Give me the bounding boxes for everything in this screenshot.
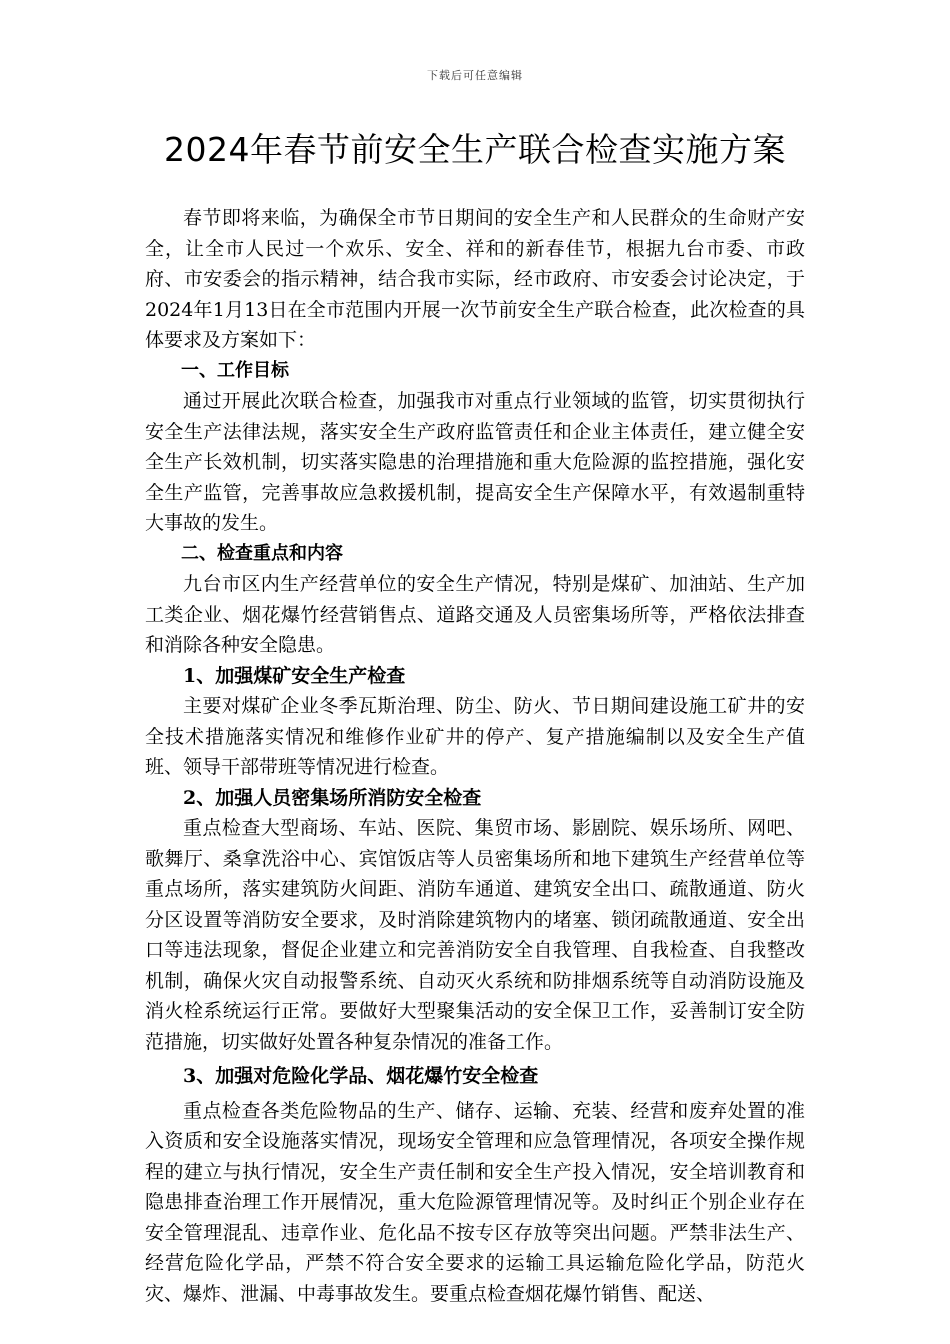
subsection-heading-coal-mine: 1、加强煤矿安全生产检查 <box>183 664 406 687</box>
subsection-heading-hazardous-chemicals: 3、加强对危险化学品、烟花爆竹安全检查 <box>183 1065 539 1087</box>
section-paragraph-work-goals: 通过开展此次联合检查，加强我市对重点行业领域的监管，切实贯彻执行安全生产法律法规，落实安全生产政府监管责任和企业主体责任，建立健全安全生产长效机制，切实落实隐患的治理措施和重大危险源的监控措施，强化安全生产监管，完善事故应急救援机制，提高安全生产保障水平，有效遏制重特大事故的发生。 <box>145 390 805 534</box>
section-heading-work-goals: 一、工作目标 <box>181 359 289 381</box>
subsection-paragraph-coal-mine: 主要对煤矿企业冬季瓦斯治理、防尘、防火、节日期间建设施工矿井的安全技术措施落实情况和维修作业矿井的停产、复产措施编制以及安全生产值班、领导干部带班等情况进行检查。 <box>145 695 805 778</box>
subsection-paragraph-hazardous-chemicals: 重点检查各类危险物品的生产、储存、运输、充装、经营和废弃处置的准入资质和安全设施落实情况，现场安全管理和应急管理情况，各项安全操作规程的建立与执行情况，安全生产责任制和安全生产投入情况，安全培训教育和隐患排查治理工作开展情况，重大危险源管理情况等。及时纠正个别企业存在安全管理混乱、违章作业、危化品不按专区存放等突出问题。严禁非法生产、经营危险化学品，严禁不符合安全要求的运输工具运输危险化学品，防范火灾、爆炸、泄漏、中毒事故发生。要重点检查烟花爆竹销售、配送、 <box>145 1099 805 1305</box>
section-paragraph-inspection-focus: 九台市区内生产经营单位的安全生产情况，特别是煤矿、加油站、生产加工类企业、烟花爆竹经营销售点、道路交通及人员密集场所等，严格依法排查和消除各种安全隐患。 <box>145 573 805 656</box>
subsection-paragraph-crowded-places: 重点检查大型商场、车站、医院、集贸市场、影剧院、娱乐场所、网吧、歌舞厅、桑拿洗浴中心、宾馆饭店等人员密集场所和地下建筑生产经营单位等重点场所，落实建筑防火间距、消防车通道、建筑安全出口、疏散通道、防火分区设置等消防安全要求，及时消除建筑物内的堵塞、锁闭疏散通道、安全出口等违法现象，督促企业建立和完善消防安全自我管理、自我检查、自我整改机制，确保火灾自动报警系统、自动灭火系统和防排烟系统等自动消防设施及消火栓系统运行正常。要做好大型聚集活动的安全保卫工作，妥善制订安全防范措施，切实做好处置各种复杂情况的准备工作。 <box>145 817 805 1053</box>
subsection-heading-crowded-places: 2、加强人员密集场所消防安全检查 <box>183 786 482 809</box>
section-heading-inspection-focus: 二、检查重点和内容 <box>181 542 343 564</box>
document-body <box>145 203 805 1309</box>
header-note: 下载后可任意编辑 <box>427 69 523 82</box>
document-title: 2024年春节前安全生产联合检查实施方案 <box>164 130 786 169</box>
intro-paragraph: 春节即将来临，为确保全市节日期间的安全生产和人民群众的生命财产安全，让全市人民过一个欢乐、安全、祥和的新春佳节，根据九台市委、市政府、市安委会的指示精神，结合我市实际，经市政府、市安委会讨论决定，于2024年1月13日在全市范围内开展一次节前安全生产联合检查，此次检查的具体要求及方案如下： <box>145 207 805 351</box>
